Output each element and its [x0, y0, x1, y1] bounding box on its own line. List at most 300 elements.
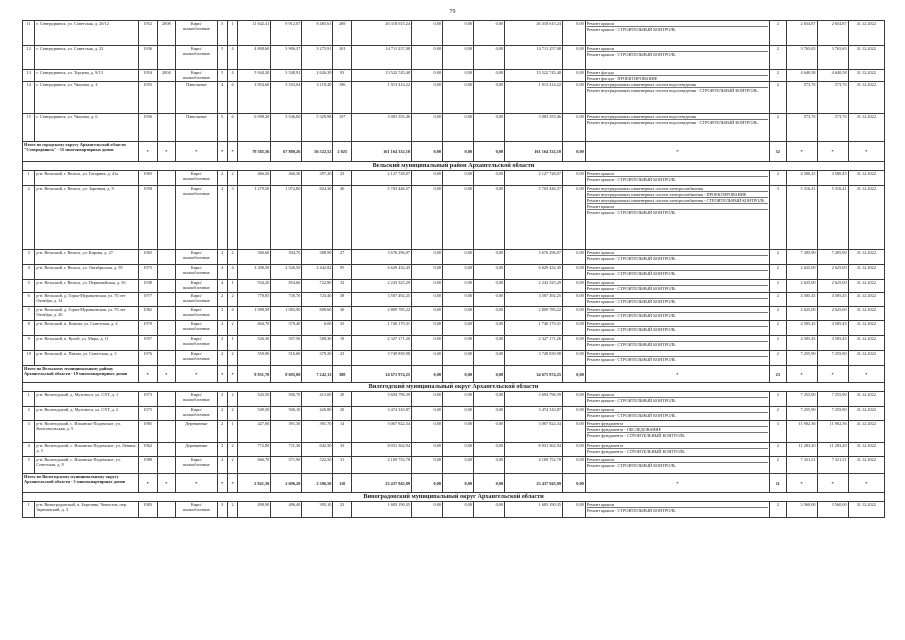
area-premises: 1 083,90	[271, 307, 302, 321]
year-built: 1954	[138, 70, 157, 82]
unit-cost: 2 625,00	[786, 265, 817, 280]
total-area: 778,05	[238, 293, 271, 307]
wall-material: Панельные	[176, 114, 217, 142]
deadline: 31.12.2022	[848, 293, 884, 307]
fund-owners: 13 522 745,40	[505, 70, 563, 82]
address: р-н. Вилегодский, с. Ильинско-Подомское, ул. Комсомольская, д. 5	[35, 421, 138, 443]
unit-cost-limit: 3 765,65	[817, 46, 848, 70]
fund-federal: 0,00	[412, 351, 443, 366]
fund-regional: 0,00	[443, 70, 474, 82]
work-item: Ремонт крыши	[587, 336, 768, 342]
work-count: 2	[770, 443, 787, 457]
fund-owners: 23 437 945,09	[505, 474, 563, 493]
work-item: Ремонт фундамента - ОБСЛЕДОВАНИЕ	[587, 427, 768, 433]
year-built: 1956	[138, 114, 157, 142]
fund-other: 0,00	[563, 443, 586, 457]
row-number: 15	[23, 114, 35, 142]
unit-cost: 3 765,65	[786, 46, 817, 70]
residents: 2 025	[333, 142, 352, 162]
row-number: 4	[23, 443, 35, 457]
area-residential: 5 329,98	[302, 114, 333, 142]
row-number: 1	[23, 392, 35, 407]
work-item: Ремонт крыши	[587, 204, 768, 210]
fund-regional: 0,00	[443, 392, 474, 407]
total-cost: 3 749 839,98	[352, 351, 412, 366]
fund-regional: 0,00	[443, 280, 474, 293]
work-item: Ремонт крыши - СТРОИТЕЛЬНЫЙ КОНТРОЛЬ	[586, 271, 676, 277]
fund-federal: 0,00	[412, 142, 443, 162]
work-count: 23	[770, 366, 787, 383]
unit-cost: 2 654,87	[786, 21, 817, 46]
fund-owners: 3 749 839,98	[505, 351, 563, 366]
total-area: 1 279,50	[238, 186, 271, 250]
entrances: 2	[227, 321, 237, 336]
floors: 2	[217, 171, 227, 186]
row-number: 9	[23, 336, 35, 351]
deadline: 31.12.2022	[848, 407, 884, 421]
work-item: Ремонт крыши	[587, 171, 768, 177]
year-built: 1965	[138, 250, 157, 265]
area-residential: 395,10	[302, 502, 333, 518]
total-mark: *	[227, 366, 237, 383]
fund-local: 0,00	[474, 70, 505, 82]
area-residential: 642,50	[302, 443, 333, 457]
row-number: 2	[23, 186, 35, 250]
fund-owners: 26 318 615,24	[505, 21, 563, 46]
wall-material: Кирп/ шлакоблочные	[176, 21, 217, 46]
work-item: Ремонт фасада - ПРОЕКТИРОВАНИЕ	[586, 76, 658, 82]
area-premises: 3 906,37	[271, 46, 302, 70]
area-premises: 507,50	[271, 336, 302, 351]
fund-local: 0,00	[474, 502, 505, 518]
fund-regional: 0,00	[443, 351, 474, 366]
fund-local: 0,00	[474, 336, 505, 351]
fund-other: 0,00	[563, 265, 586, 280]
total-mark: *	[227, 142, 237, 162]
total-mark: *	[157, 142, 176, 162]
total-mark: *	[138, 474, 157, 493]
work-item: Ремонт внутридомовых инженерных систем водоотведения - СТРОИТЕЛЬНЫЙ КОНТРОЛЬ	[586, 120, 758, 126]
fund-other: 0,00	[563, 502, 586, 518]
wall-material: Кирп/ шлакоблочные	[176, 70, 217, 82]
fund-other: 0,00	[563, 421, 586, 443]
fund-local: 0,00	[474, 307, 505, 321]
region-header	[23, 162, 885, 171]
total-mark: *	[217, 366, 227, 383]
total-area: 427,00	[238, 421, 271, 443]
area-residential: 722,80	[302, 280, 333, 293]
address: г. Северодвинск, ул. Советская, д. 20/12	[35, 21, 138, 46]
wall-material: Кирп/ шлакоблочные	[176, 280, 217, 293]
unit-cost-limit: *	[817, 366, 848, 383]
year-built: 1976	[138, 351, 157, 366]
total-row	[23, 366, 885, 383]
entrances: 3	[227, 186, 237, 250]
fund-federal: 0,00	[412, 307, 443, 321]
unit-cost: 11 283,20	[786, 443, 817, 457]
fund-local: 0,00	[474, 474, 505, 493]
wall-material: Кирп/ шлакоблочные	[176, 46, 217, 70]
total-area: 11 642,41	[238, 21, 271, 46]
unit-cost-limit: 4 585,45	[817, 293, 848, 307]
works-list	[585, 280, 769, 293]
region-title: Вилегодский муниципальный округ Архангельской области	[23, 383, 885, 392]
fund-federal: 0,00	[412, 46, 443, 70]
fund-federal: 0,00	[412, 265, 443, 280]
address: р-н. Вельский, г. Вельск, ул. Заречная, д. 9	[35, 186, 138, 250]
year-built: 1958	[138, 186, 157, 250]
row-number: 13	[23, 70, 35, 82]
fund-other: 0,00	[563, 82, 586, 114]
fund-owners: 161 164 332,10	[505, 142, 563, 162]
entrances: 1	[227, 421, 237, 443]
unit-cost: *	[786, 142, 817, 162]
work-item: Ремонт крыши - СТРОИТЕЛЬНЫЙ КОНТРОЛЬ	[586, 327, 676, 333]
year-renovated	[157, 421, 176, 443]
unit-cost: 2 625,00	[786, 280, 817, 293]
fund-owners: 4 169 752,78	[505, 457, 563, 474]
total-area: 3 854,60	[238, 82, 271, 114]
total-cost: 1 740 179,31	[352, 321, 412, 336]
works-list	[585, 171, 769, 186]
year-renovated	[157, 392, 176, 407]
work-item: Ремонт крыши - СТРОИТЕЛЬНЫЙ КОНТРОЛЬ	[586, 299, 676, 305]
unit-cost: 7 321,51	[786, 457, 817, 474]
row-number: 11	[23, 21, 35, 46]
table-row	[23, 82, 885, 114]
area-residential: 391,70	[302, 421, 333, 443]
fund-other: 0,00	[563, 307, 586, 321]
residents: 35	[333, 321, 352, 336]
fund-other: 0,00	[563, 407, 586, 421]
work-count: 2	[770, 293, 787, 307]
fund-regional: 0,00	[443, 186, 474, 250]
year-built: 1985	[138, 421, 157, 443]
works-list	[585, 351, 769, 366]
area-premises: 1 072,80	[271, 186, 302, 250]
work-item: Ремонт крыши - СТРОИТЕЛЬНЫЙ КОНТРОЛЬ	[586, 256, 676, 262]
deadline: *	[848, 474, 884, 493]
area-premises: 516,60	[271, 351, 302, 366]
area-premises: 3 333,04	[271, 82, 302, 114]
fund-federal: 0,00	[412, 171, 443, 186]
deadline: 31.12.2022	[848, 392, 884, 407]
work-item: Ремонт внутридомовых инженерных систем водоотведения	[587, 114, 768, 120]
year-renovated: 2004	[157, 70, 176, 82]
fund-owners: 2 243 325,29	[505, 280, 563, 293]
table-row	[23, 114, 885, 142]
work-count: 2	[770, 307, 787, 321]
residents: 269	[333, 21, 352, 46]
total-label: Итого по Вельскому муниципальному району Архангельской области - 10 многоквартирных домов	[23, 366, 139, 383]
residents: 23	[333, 502, 352, 518]
total-cost: 13 522 745,40	[352, 70, 412, 82]
fund-local: 0,00	[474, 293, 505, 307]
work-count: 2	[770, 70, 787, 82]
table-row	[23, 457, 885, 474]
total-cost: 3 474 310,87	[352, 407, 412, 421]
work-item: Ремонт крыши - СТРОИТЕЛЬНЫЙ КОНТРОЛЬ	[586, 177, 676, 183]
total-area: 604,70	[238, 321, 271, 336]
unit-cost-limit: 573,76	[817, 114, 848, 142]
work-item: Ремонт внутридомовых инженерных систем электроснабжения	[587, 186, 768, 192]
year-built: 1975	[138, 265, 157, 280]
area-premises: 579,40	[271, 321, 302, 336]
address: р-н. Вельский, п. Кулой, ул. Мира, д. 11	[35, 336, 138, 351]
area-residential: 379,20	[302, 351, 333, 366]
year-renovated	[157, 307, 176, 321]
floors: 4	[217, 82, 227, 114]
unit-cost-limit: 2 625,00	[817, 265, 848, 280]
fund-federal: 0,00	[412, 70, 443, 82]
area-residential: 2 396,50	[302, 474, 333, 493]
fund-regional: 0,00	[443, 265, 474, 280]
work-item: Ремонт фундамента	[587, 421, 768, 427]
total-area: 498,90	[238, 502, 271, 518]
works-list	[585, 307, 769, 321]
wall-material: Кирп/ шлакоблочные	[176, 457, 217, 474]
fund-other: 0,00	[563, 46, 586, 70]
fund-other: 0,00	[563, 351, 586, 366]
residents: 95	[333, 265, 352, 280]
fund-owners: 2 127 728,07	[505, 171, 563, 186]
works-list	[585, 82, 769, 114]
area-residential: 413,00	[302, 392, 333, 407]
fund-local: 0,00	[474, 142, 505, 162]
entrances: 1	[227, 336, 237, 351]
fund-owners: 1 683 190,35	[505, 502, 563, 518]
wall-material: Деревянные	[176, 443, 217, 457]
deadline: *	[848, 366, 884, 383]
year-renovated	[157, 293, 176, 307]
floors: 2	[217, 443, 227, 457]
floors: 4	[217, 265, 227, 280]
work-count: 2	[770, 392, 787, 407]
total-row	[23, 142, 885, 162]
fund-other: 0,00	[563, 142, 586, 162]
works-list	[585, 392, 769, 407]
entrances: 6	[227, 114, 237, 142]
fund-local: 0,00	[474, 421, 505, 443]
area-premises: 460,30	[271, 171, 302, 186]
total-cost: 2 327 171,26	[352, 336, 412, 351]
unit-cost: *	[786, 474, 817, 493]
area-premises: 67 880,26	[271, 142, 302, 162]
total-mark: *	[157, 366, 176, 383]
area-premises: 3 548,92	[271, 70, 302, 82]
total-cost: 2 809 785,22	[352, 307, 412, 321]
work-item: Ремонт крыши	[587, 321, 768, 327]
entrances: 4	[227, 307, 237, 321]
total-area: 526,30	[238, 336, 271, 351]
unit-cost-limit: 4 585,45	[817, 336, 848, 351]
table-row	[23, 336, 885, 351]
table-row	[23, 46, 885, 70]
works-list	[585, 70, 769, 82]
fund-owners: 3 474 310,87	[505, 407, 563, 421]
unit-cost: 7 255,90	[786, 407, 817, 421]
work-item: Ремонт крыши	[587, 502, 768, 508]
total-cost: 14 711 257,08	[352, 46, 412, 70]
row-number: 14	[23, 82, 35, 114]
address: р-н. Вельский, д. Горка-Муравьевская, ул. 70 лет Октября, д. 20	[35, 307, 138, 321]
unit-cost-limit: 7 321,51	[817, 457, 848, 474]
area-premises: 2 526,50	[271, 265, 302, 280]
works-list	[585, 46, 769, 70]
entrances: 4	[227, 70, 237, 82]
fund-other: 0,00	[563, 366, 586, 383]
unit-cost: 4 640,58	[786, 70, 817, 82]
total-area: 549,50	[238, 407, 271, 421]
address: р-н. Вельский, п. Пакша, ул. Советская, д. 3	[35, 351, 138, 366]
work-count: 2	[770, 46, 787, 70]
floors: 2	[217, 307, 227, 321]
address: р-н. Вилегодский, с. Ильинско-Подомское, ул. Ленина, д. 5	[35, 443, 138, 457]
total-area: 466,20	[238, 171, 271, 186]
unit-cost-limit: 4 580,45	[817, 171, 848, 186]
table-row	[23, 421, 885, 443]
residents: 27	[333, 250, 352, 265]
wall-material: Кирп/ шлакоблочные	[176, 321, 217, 336]
deadline: 31.12.2022	[848, 171, 884, 186]
total-area: 543,50	[238, 392, 271, 407]
deadline: *	[848, 142, 884, 162]
unit-cost-limit: 3 560,00	[817, 502, 848, 518]
unit-cost-limit: 5 316,41	[817, 186, 848, 250]
address: р-н. Вельский, г. Вельск, ул. Первомайская, д. 56	[35, 280, 138, 293]
fund-regional: 0,00	[443, 114, 474, 142]
fund-other: 0,00	[563, 280, 586, 293]
year-built: 1983	[138, 502, 157, 518]
unit-cost: 11 902,36	[786, 421, 817, 443]
wall-material: Кирп/ шлакоблочные	[176, 250, 217, 265]
region-title: Вельский муниципальный район Архангельской области	[23, 162, 885, 171]
table-row	[23, 21, 885, 46]
work-count: 32	[770, 142, 787, 162]
floors: 2	[217, 407, 227, 421]
address: р-н. Вилегодский, д. Мухоноса, ул. СХТ, д. 2	[35, 407, 138, 421]
fund-owners: 1 913 414,22	[505, 82, 563, 114]
residents: 30	[333, 307, 352, 321]
unit-cost: 4 585,45	[786, 336, 817, 351]
area-residential: 388,90	[302, 250, 333, 265]
total-area: 79 585,56	[238, 142, 271, 162]
work-item: Ремонт крыши - СТРОИТЕЛЬНЫЙ КОНТРОЛЬ	[586, 342, 676, 348]
address: р-н. Вилегодский, д. Мухоноса, ул. СХТ, д. 1	[35, 392, 138, 407]
fund-federal: 0,00	[412, 474, 443, 493]
floors: 2	[217, 421, 227, 443]
residents: 31	[333, 457, 352, 474]
fund-regional: 0,00	[443, 407, 474, 421]
year-built: 1962	[138, 443, 157, 457]
year-built: 1955	[138, 82, 157, 114]
deadline: 31.12.2022	[848, 307, 884, 321]
year-built: 1965	[138, 171, 157, 186]
area-residential: 522,50	[302, 457, 333, 474]
fund-federal: 0,00	[412, 250, 443, 265]
region-header	[23, 383, 885, 392]
residents: 110	[333, 474, 352, 493]
fund-owners: 3 694 796,39	[505, 392, 563, 407]
works-list	[585, 114, 769, 142]
work-item: Ремонт крыши - СТРОИТЕЛЬНЫЙ КОНТРОЛЬ	[586, 357, 676, 363]
area-premises: 711,30	[271, 443, 302, 457]
fund-regional: 0,00	[443, 336, 474, 351]
fund-federal: 0,00	[412, 321, 443, 336]
fund-regional: 0,00	[443, 502, 474, 518]
residents: 19	[333, 336, 352, 351]
works-list	[585, 21, 769, 46]
works-list	[585, 407, 769, 421]
address: г. Северодвинск, ул. Торцева, д. 9/13	[35, 70, 138, 82]
unit-cost-limit: 7 285,90	[817, 250, 848, 265]
unit-cost-limit: *	[817, 474, 848, 493]
total-area: 2 921,50	[238, 474, 271, 493]
fund-federal: 0,00	[412, 280, 443, 293]
work-item: Ремонт крыши	[587, 293, 768, 299]
total-label: Итого по городскому округу Архангельской области "Северодвинск" - 15 многоквартирных домов	[23, 142, 139, 162]
fund-owners: 14 711 257,08	[505, 46, 563, 70]
residents: 93	[333, 70, 352, 82]
total-mark: *	[217, 142, 227, 162]
entrances: 4	[227, 46, 237, 70]
fund-other: 0,00	[563, 457, 586, 474]
residents: 23	[333, 351, 352, 366]
fund-other: 0,00	[563, 392, 586, 407]
unit-cost: 2 625,00	[786, 307, 817, 321]
register-body	[23, 21, 885, 518]
fund-federal: 0,00	[412, 293, 443, 307]
work-count: 2	[770, 457, 787, 474]
year-built: 1936	[138, 46, 157, 70]
total-cost: 3 676 296,07	[352, 250, 412, 265]
fund-local: 0,00	[474, 46, 505, 70]
unit-cost-limit: 2 625,00	[817, 280, 848, 293]
year-built: 1979	[138, 321, 157, 336]
fund-federal: 0,00	[412, 21, 443, 46]
row-number: 3	[23, 421, 35, 443]
unit-cost: 573,76	[786, 82, 817, 114]
area-residential: 808,60	[302, 307, 333, 321]
entrances: 1	[227, 21, 237, 46]
total-area: 1 098,39	[238, 307, 271, 321]
address: г. Северодвинск, ул. Чкалова, д. 4	[35, 82, 138, 114]
work-item: Ремонт крыши	[587, 457, 768, 463]
fund-local: 0,00	[474, 392, 505, 407]
fund-regional: 0,00	[443, 293, 474, 307]
unit-cost: 4 585,45	[786, 321, 817, 336]
work-item: Ремонт крыши - СТРОИТЕЛЬНЫЙ КОНТРОЛЬ	[586, 398, 676, 404]
total-area: 772,80	[238, 443, 271, 457]
unit-cost-limit: 7 255,90	[817, 407, 848, 421]
address: р-н. Виноградовский, п. Березник, Чекистов, пер. Заречанский, д. 3	[35, 502, 138, 518]
year-renovated	[157, 171, 176, 186]
total-area: 5 944,30	[238, 70, 271, 82]
works-list	[585, 293, 769, 307]
works-list	[585, 336, 769, 351]
area-premises: 2 696,20	[271, 474, 302, 493]
floors: 5	[217, 21, 227, 46]
deadline: 31.12.2022	[848, 443, 884, 457]
deadline: 31.12.2022	[848, 21, 884, 46]
table-row	[23, 321, 885, 336]
floors: 2	[217, 392, 227, 407]
year-renovated	[157, 265, 176, 280]
area-residential: 2 626,39	[302, 70, 333, 82]
year-renovated	[157, 114, 176, 142]
floors: 2	[217, 457, 227, 474]
total-cost: 3 083 355,46	[352, 114, 412, 142]
